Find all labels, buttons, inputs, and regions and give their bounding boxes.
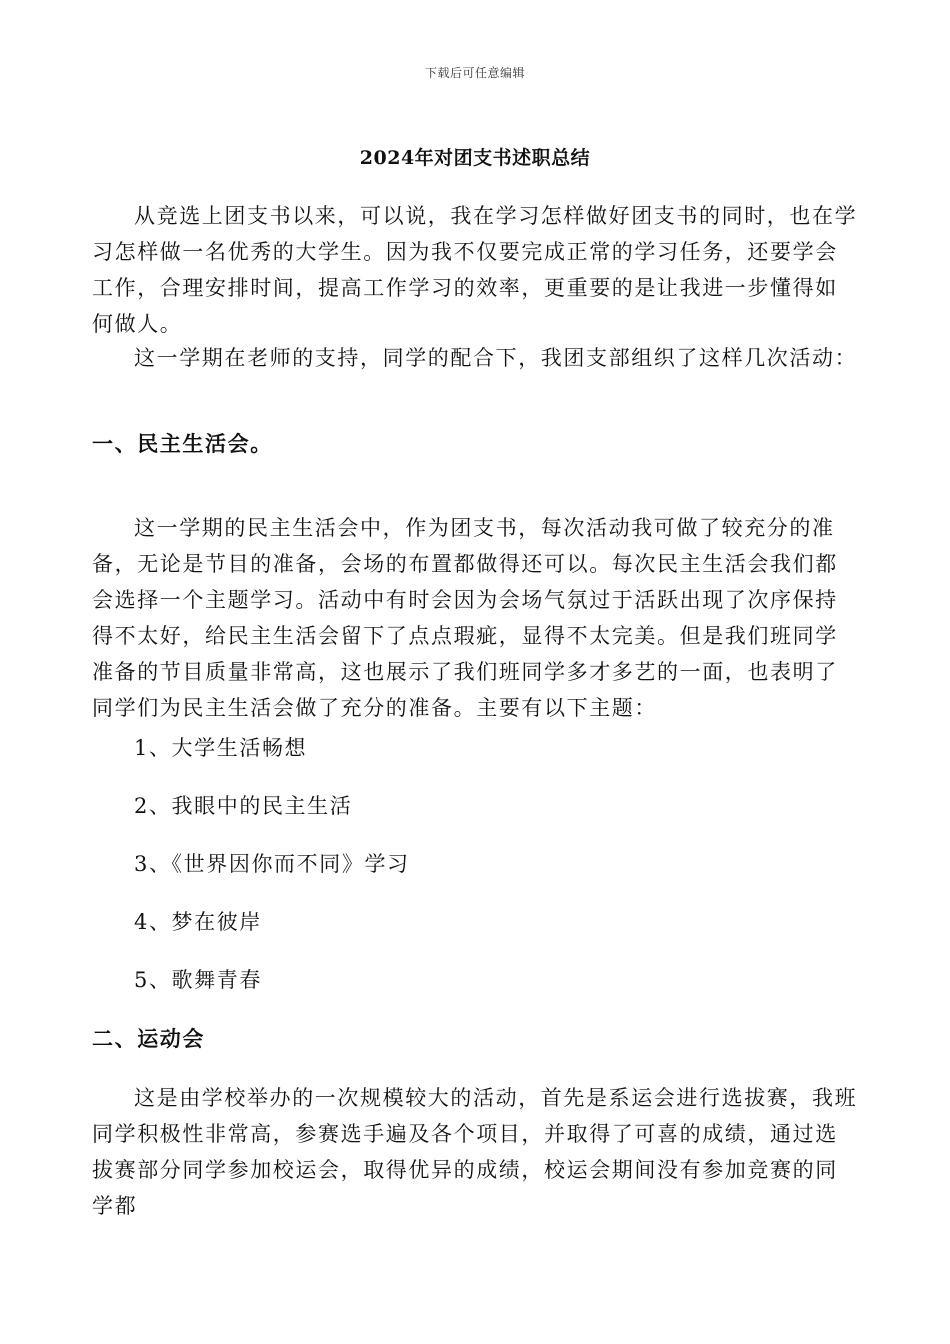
paragraph-sports-meet: 这是由学校举办的一次规模较大的活动，首先是系运会进行选拔赛，我班同学积极性非常高，参赛选手遍及各个项目，并取得了可喜的成绩，通过选拔赛部分同学参加校运会，取得优异的成绩，校运会期间没有参加竞赛的同学都 — [92, 1086, 858, 1218]
list-item: 5、歌舞青春 — [134, 968, 262, 992]
header-note: 下载后可任意编辑 — [424, 66, 525, 80]
list-item: 4、梦在彼岸 — [134, 910, 262, 934]
list-item: 2、我眼中的民主生活 — [134, 794, 353, 818]
paragraph-intro: 从竞选上团支书以来，可以说，我在学习怎样做好团支书的同时，也在学习怎样做一名优秀的大学生。因为我不仅要完成正常的学习任务，还要学会工作，合理安排时间，提高工作学习的效率，更重要的是让我进一步懂得如何做人。 — [92, 204, 858, 336]
paragraph-activities-intro: 这一学期在老师的支持，同学的配合下，我团支部组织了这样几次活动： — [134, 346, 858, 370]
list-item: 1、大学生活畅想 — [134, 736, 308, 760]
list-item: 3、《世界因你而不同》学习 — [134, 852, 410, 876]
section-heading-sports-meet: 二、运动会 — [92, 1026, 205, 1051]
paragraph-democratic-life: 这一学期的民主生活会中，作为团支书，每次活动我可做了较充分的准备，无论是节目的准备，会场的布置都做得还可以。每次民主生活会我们都会选择一个主题学习。活动中有时会因为会场气氛过于活跃出现了次序保持得不太好，给民主生活会留下了点点瑕疵，显得不太完美。但是我们班同学准备的节目质量非常高，这也展示了我们班同学多才多艺的一面，也表明了同学们为民主生活会做了充分的准备。主要有以下主题： — [92, 516, 838, 720]
document-title: 2024年对团支书述职总结 — [359, 147, 591, 169]
section-heading-democratic-life: 一、民主生活会。 — [92, 431, 273, 456]
